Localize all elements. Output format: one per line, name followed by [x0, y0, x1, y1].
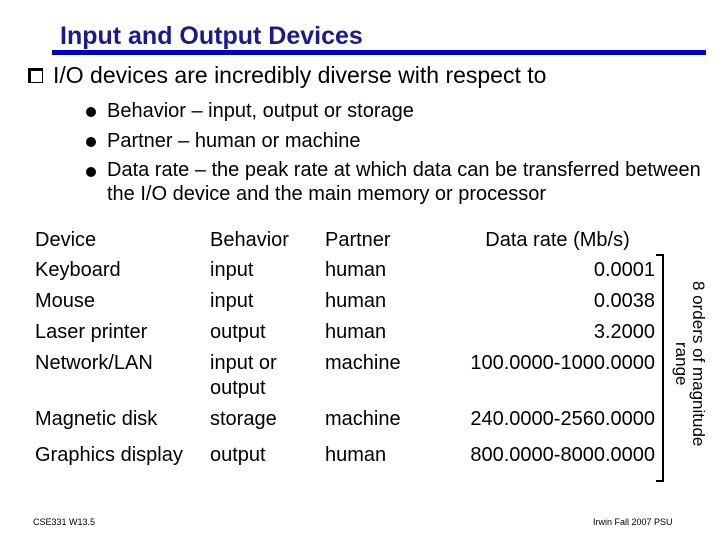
title-underline	[52, 50, 706, 55]
header-behavior: Behavior	[210, 228, 289, 251]
cell-behavior: input or output	[210, 352, 277, 399]
sub-bullet-behavior	[86, 98, 706, 124]
range-bracket	[656, 254, 664, 482]
footer-credit: Irwin Fall 2007 PSU	[593, 517, 673, 527]
checkbox-square-icon	[28, 68, 43, 83]
sub-bullet-text: Behavior – input, output or storage	[107, 100, 414, 122]
main-bullet	[28, 62, 546, 89]
main-bullet-text: I/O devices are incredibly diverse with respect to	[53, 62, 547, 88]
table-header-row	[30, 224, 660, 256]
cell-partner: human	[325, 444, 387, 466]
sub-bullet-data-rate	[86, 158, 706, 206]
table-row	[30, 434, 660, 470]
round-dot-icon	[86, 107, 96, 117]
cell-device: Graphics display	[35, 444, 183, 466]
header-partner: Partner	[325, 228, 391, 251]
cell-data-rate: 3.2000	[593, 321, 655, 343]
cell-device: Magnetic disk	[35, 408, 158, 430]
sub-bullet-list	[86, 98, 706, 210]
magnitude-range-label: 8 orders of magnitude range	[672, 281, 708, 447]
cell-data-rate: 0.0001	[593, 259, 655, 281]
cell-data-rate: 0.0038	[593, 290, 655, 312]
header-device: Device	[35, 228, 97, 251]
table-row	[30, 403, 660, 434]
sub-bullet-text: Data rate – the peak rate at which data can be transferred between the I/O device and the main memory or processor	[107, 159, 701, 205]
cell-behavior: input	[210, 259, 254, 281]
sub-bullet-partner	[86, 128, 706, 154]
table-row	[30, 256, 660, 285]
cell-data-rate: 800.0000-8000.0000	[470, 444, 655, 466]
footer-course: CSE331 W13.5	[33, 517, 96, 527]
cell-device: Network/LAN	[35, 352, 153, 374]
table-row	[30, 316, 660, 347]
page-title: Input and Output Devices	[60, 22, 363, 50]
cell-behavior: output	[210, 444, 266, 466]
table-row	[30, 285, 660, 316]
round-dot-icon	[86, 167, 96, 177]
round-dot-icon	[86, 137, 96, 147]
cell-partner: machine	[325, 352, 401, 374]
cell-partner: human	[325, 259, 387, 281]
cell-partner: human	[325, 290, 387, 312]
cell-partner: machine	[325, 408, 401, 430]
cell-partner: human	[325, 321, 387, 343]
sub-bullet-text: Partner – human or machine	[107, 130, 361, 152]
cell-data-rate: 240.0000-2560.0000	[470, 408, 655, 430]
cell-device: Laser printer	[35, 321, 148, 343]
cell-behavior: storage	[210, 408, 277, 430]
cell-device: Mouse	[35, 290, 96, 312]
cell-behavior: output	[210, 321, 266, 343]
table-row	[30, 347, 660, 403]
cell-behavior: input	[210, 290, 254, 312]
cell-data-rate: 100.0000-1000.0000	[470, 352, 655, 374]
cell-device: Keyboard	[35, 259, 121, 281]
header-data-rate: Data rate (Mb/s)	[485, 228, 630, 251]
io-device-table	[30, 224, 660, 470]
